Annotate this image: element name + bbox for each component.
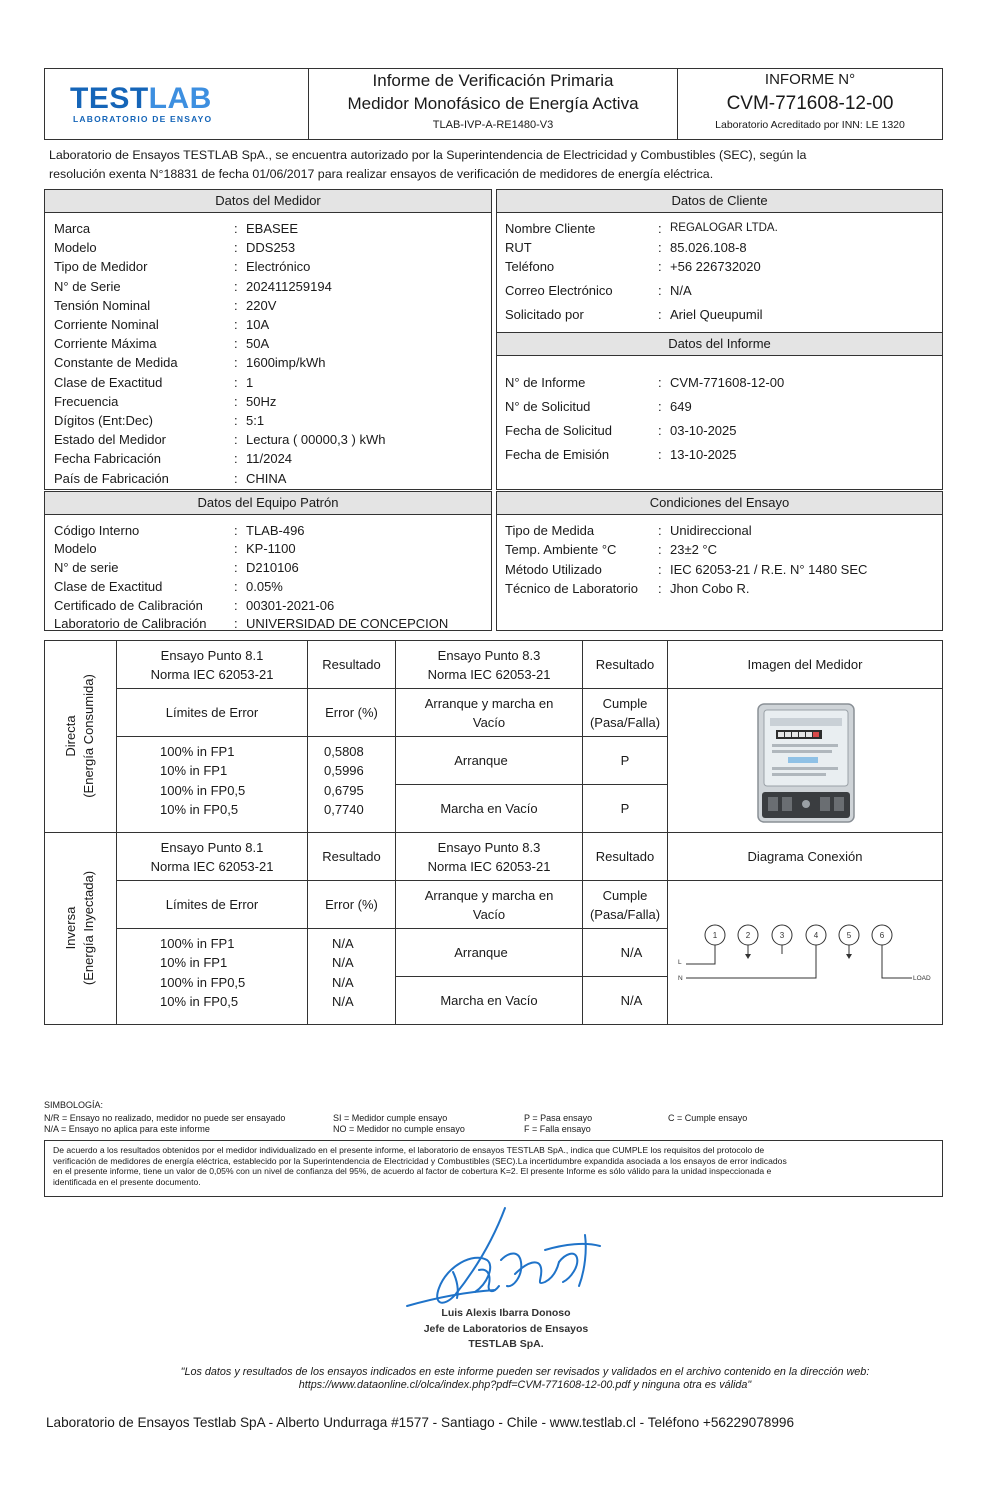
conditions-label: Técnico de Laboratorio [505,581,638,596]
meter-label: Tipo de Medidor [54,259,148,275]
standard-data-title: Datos del Equipo Patrón [45,492,491,515]
direct-h81-line2: Norma IEC 62053-21 [150,666,274,682]
connection-diagram-header: Diagrama Conexión [747,849,863,864]
inverse-header-result2: Resultado [595,849,655,864]
load-label: LOAD [913,975,931,982]
standard-value: 0.05% [246,578,283,594]
client-data-title: Datos de Cliente [497,190,942,213]
signatory-name: Luis Alexis Ibarra Donoso [441,1307,571,1319]
intro-text [49,146,806,184]
meter-label: País de Fabricación [54,470,169,486]
meter-value: 50A [246,336,270,352]
direct-test-points [160,742,245,819]
inverse-header-81 [117,833,307,880]
standard-row: Certificado de Calibración : 00301-2021-06 [54,597,335,613]
conditions-row: Temp. Ambiente °C : 23±2 °C [505,542,718,558]
symbology-no: NO = Medidor no cumple ensayo [333,1123,465,1134]
standard-label: Clase de Exactitud [54,578,163,594]
report-label: N° de Solicitud [505,399,591,414]
client-row: RUT : 85.026.108-8 [505,240,747,255]
meter-photo-graphic [752,700,860,826]
direct-limits-label: Límites de Error [165,705,259,720]
meter-row: Clase de Exactitud : 1 [54,374,254,390]
error-value: N/A [332,993,354,1009]
standard-label: Modelo [54,541,97,556]
client-label: RUT [505,240,532,255]
direct-h81-line1: Ensayo Punto 8.1 [160,647,264,663]
terminal-4: 4 [813,931,819,940]
direct-header-81 [117,641,307,688]
standard-value: KP-1100 [246,541,296,556]
line-label: L [678,959,682,966]
signatory-company: TESTLAB SpA. [468,1338,544,1350]
standard-value: UNIVERSIDAD DE CONCEPCION [246,616,449,631]
report-row: Fecha de Emisión : 13-10-2025 [505,447,737,462]
meter-row: Dígitos (Ent:Dec) : 5:1 [54,413,265,428]
report-label: Fecha de Emisión [505,447,610,462]
standard-label: Laboratorio de Calibración [54,616,207,631]
meter-row: Marca : EBASEE [54,221,299,236]
inverse-h81-line2: Norma IEC 62053-21 [150,858,274,874]
signatory-block [396,1306,616,1353]
direct-start-label: Arranque [454,753,508,768]
meter-label: Frecuencia [54,393,119,409]
terminal-1: 1 [712,931,718,940]
validation-line2: https://www.dataonline.cl/olca/index.php?pdf=CVM-771608-12-00.pdf y ninguna otra es válida" [298,1379,752,1391]
meter-value: CHINA [246,470,287,486]
accreditation: Laboratorio Acreditado por INN: LE 1320 [715,119,905,131]
conclusion-text [53,1145,787,1187]
testlab-logo [70,84,270,124]
symbology-col2 [333,1113,465,1134]
signature-graphic [395,1200,615,1320]
meter-label: Modelo [54,240,97,256]
client-label: Nombre Cliente [505,221,596,236]
direct-error-label: Error (%) [325,705,378,720]
client-label: Teléfono [505,259,555,274]
report-data-title: Datos del Informe [497,333,942,356]
standard-row: Clase de Exactitud : 0.05% [54,578,283,594]
conditions-row: Tipo de Medida : Unidireccional [505,523,752,538]
intro-line2: resolución exenta N°18831 de fecha 01/06/2017 para realizar ensayos de verificación de medidores de energía eléctrica. [49,167,714,181]
client-row: Solicitado por : Ariel Queupumil [505,307,763,322]
direct-header-result: Resultado [322,657,381,672]
error-value: N/A [332,955,354,971]
meter-row: Corriente Nominal : 10A [54,317,270,332]
meter-label: Tensión Nominal [54,297,151,313]
test-point: 10% in FP1 [160,763,228,779]
report-label: N° de Informe [505,375,586,390]
inverse-start-result: N/A [620,945,643,960]
inverse-h83-line1: Ensayo Punto 8.3 [437,839,541,855]
conditions-value: IEC 62053-21 / R.E. N° 1480 SEC [670,561,868,577]
direct-header-83 [396,641,582,688]
report-row: Fecha de Solicitud : 03-10-2025 [505,423,737,438]
symbology-p: P = Pasa ensayo [524,1113,593,1123]
validation-line1: "Los datos y resultados de los ensayos indicados en este informe pueden ser revisados y validados en el archivo contenido en la dirección web: [180,1366,870,1378]
client-value: +56 226732020 [670,259,761,274]
direct-start-run-line2: Vacío [472,714,506,730]
terminal-6: 6 [879,931,885,940]
terminal-2: 2 [745,931,751,940]
test-point: 10% in FP0,5 [160,801,239,817]
test-point: 100% in FP1 [160,936,235,951]
symbology-col1 [44,1113,285,1134]
inverse-start-run-line1: Arranque y marcha en [424,887,554,903]
direct-start-run-label [396,689,582,736]
client-row: Nombre Cliente : REGALOGAR LTDA. [505,221,778,236]
test-point: 100% in FP0,5 [160,782,246,798]
conditions-value: Unidireccional [670,523,752,538]
handwritten-signature [395,1200,615,1320]
test-point: 10% in FP0,5 [160,993,239,1009]
report-title [309,70,677,134]
meter-value: EBASEE [246,221,299,236]
connection-diagram-graphic [672,918,940,990]
inverse-start-run-label [396,881,582,928]
inverse-complies-line1: Cumple [602,887,648,903]
standard-label: Código Interno [54,523,140,538]
direct-side-title: Directa [63,715,78,757]
meter-row: Modelo : DDS253 [54,240,296,256]
validation-note [60,1366,987,1392]
error-value: 0,7740 [324,801,364,817]
report-label: INFORME N° [764,71,856,88]
meter-value: Electrónico [246,259,311,275]
direct-complies-line1: Cumple [602,695,648,711]
meter-row: Tipo de Medidor : Electrónico [54,259,311,275]
meter-label: Corriente Nominal [54,317,159,332]
symbology-nr: N/R = Ensayo no realizado, medidor no puede ser ensayado [44,1113,286,1123]
report-label: Fecha de Solicitud [505,423,612,438]
inverse-start-label: Arranque [454,945,508,960]
client-value: Ariel Queupumil [670,307,763,322]
neutral-label: N [678,975,683,982]
direct-h83-line2: Norma IEC 62053-21 [427,666,551,682]
meter-row: Tensión Nominal : 220V [54,297,277,313]
inverse-error-label: Error (%) [325,897,378,912]
meter-value: 11/2024 [246,451,293,467]
direct-start-result: P [620,753,630,768]
meter-row: N° de Serie : 202411259194 [54,278,332,294]
meter-label: N° de Serie [54,278,121,294]
title-line2: Medidor Monofásico de Energía Activa [347,94,639,113]
meter-row: Estado del Medidor : Lectura ( 00000,3 ) kWh [54,432,386,448]
terminal-3: 3 [779,931,785,940]
error-value: N/A [332,974,354,990]
standard-value: 00301-2021-06 [246,597,335,613]
error-value: N/A [332,936,354,951]
conditions-title: Condiciones del Ensayo [497,492,942,515]
error-value: 0,6795 [324,782,364,798]
logo-text-lab: LAB [148,82,212,115]
direct-side-label [62,656,98,816]
inverse-start-run-line2: Vacío [472,906,506,922]
client-label: Correo Electrónico [505,283,613,298]
terminal-5: 5 [846,931,852,940]
error-value: 0,5996 [324,763,364,779]
title-line1: Informe de Verificación Primaria [372,71,614,90]
standard-value: D210106 [246,559,299,575]
inverse-complies-label [583,881,667,928]
meter-label: Estado del Medidor [54,432,167,448]
direct-h83-line1: Ensayo Punto 8.3 [437,647,541,663]
standard-label: Certificado de Calibración [54,597,203,613]
report-row: N° de Informe : CVM-771608-12-00 [505,375,785,390]
meter-row: País de Fabricación : CHINA [54,470,287,486]
inverse-complies-line2: (Pasa/Falla) [589,906,661,922]
conditions-label: Método Utilizado [505,561,602,577]
inverse-side-subtitle: (Energía Inyectada) [81,870,96,986]
conclusion-line2: verificación de medidores de energía eléctrica, establecido por la Superintendencia de Electricidad y Combustibles (SEC).La incertidumbre expandida asociada a los ensayos de error indicados [53,1155,787,1166]
client-label: Solicitado por [505,307,584,322]
inverse-header-83 [396,833,582,880]
conditions-label: Temp. Ambiente °C [505,542,617,558]
test-point: 100% in FP1 [160,744,235,759]
meter-data-title: Datos del Medidor [45,190,491,213]
inverse-header-result: Resultado [322,849,381,864]
meter-row: Constante de Medida : 1600imp/kWh [54,355,326,371]
direct-noload-label: Marcha en Vacío [440,801,538,816]
inverse-h83-line2: Norma IEC 62053-21 [427,858,551,874]
meter-label: Dígitos (Ent:Dec) [54,413,153,428]
connection-diagram [672,918,940,990]
direct-header-result2: Resultado [595,657,655,672]
report-value: 03-10-2025 [670,423,737,438]
inverse-limits-label: Límites de Error [165,897,259,912]
error-value: 0,5808 [324,744,364,759]
inverse-error-values [332,934,354,1011]
meter-image-header: Imagen del Medidor [747,657,863,672]
conditions-label: Tipo de Medida [505,523,595,538]
conditions-value: 23±2 °C [670,542,718,558]
meter-value: 10A [246,317,270,332]
meter-label: Marca [54,221,91,236]
symbology-col3 [524,1113,592,1134]
meter-value: 5:1 [246,413,265,428]
symbology-title: SIMBOLOGÍA: [44,1100,104,1110]
client-value: N/A [670,283,692,298]
meter-row: Corriente Máxima : 50A [54,336,270,352]
meter-label: Fecha Fabricación [54,451,161,467]
client-row: Teléfono : +56 226732020 [505,259,761,274]
report-number-block [678,70,942,133]
symbology-na: N/A = Ensayo no aplica para este informe [44,1123,210,1134]
conclusion-line3: en el presente informe, tiene un valor de 0,05% con un nivel de confianza del 95%, de acuerdo al factor de cobertura K=2. El presente Informe es sólo válido para la unidad inspeccionada e [53,1166,772,1177]
meter-row: Fecha Fabricación : 11/2024 [54,451,293,467]
standard-row: N° de serie : D210106 [54,559,299,575]
conditions-value: Jhon Cobo R. [670,581,750,596]
report-row: N° de Solicitud : 649 [505,399,692,414]
doc-code: TLAB-IVP-A-RE1480-V3 [432,119,554,131]
footer-address: Laboratorio de Ensayos Testlab SpA - Alberto Undurraga #1577 - Santiago - Chile - www.testlab.cl - Teléfono +56229078996 [46,1415,795,1430]
meter-value: DDS253 [246,240,296,256]
symbology-si: SI = Medidor cumple ensayo [333,1113,448,1123]
direct-noload-result: P [620,801,630,816]
direct-start-run-line1: Arranque y marcha en [424,695,554,711]
direct-side-subtitle: (Energía Consumida) [81,674,96,798]
meter-value: 50Hz [246,393,277,409]
inverse-side-title: Inversa [63,906,78,950]
symbology-f: F = Falla ensayo [524,1123,591,1134]
report-value: CVM-771608-12-00 [670,375,785,390]
inverse-side-label [62,848,98,1008]
direct-complies-label [583,689,667,736]
conditions-row: Técnico de Laboratorio : Jhon Cobo R. [505,581,750,596]
inverse-test-points [160,934,245,1011]
standard-label: N° de serie [54,559,119,575]
conclusion-line4: identificada en el presente documento. [53,1176,201,1187]
meter-value: 202411259194 [246,278,332,294]
report-value: 13-10-2025 [670,447,737,462]
inverse-noload-result: N/A [620,993,643,1008]
logo-subtitle: LABORATORIO DE ENSAYO [73,114,213,124]
client-value: 85.026.108-8 [670,240,747,255]
standard-row: Modelo : KP-1100 [54,541,296,556]
client-row: Correo Electrónico : N/A [505,283,692,298]
report-value: 649 [670,399,692,414]
symbology-col4 [668,1113,747,1124]
inverse-noload-label: Marcha en Vacío [440,993,538,1008]
test-point: 10% in FP1 [160,955,228,971]
conditions-row: Método Utilizado : IEC 62053-21 / R.E. N° 1480 SEC [505,561,868,577]
logo-text-test: TEST [70,82,149,115]
direct-complies-line2: (Pasa/Falla) [589,714,661,730]
standard-value: TLAB-496 [246,523,305,538]
intro-line1: Laboratorio de Ensayos TESTLAB SpA., se encuentra autorizado por la Superintendencia de Electricidad y Combustibles (SEC), según la [49,148,807,162]
meter-row: Frecuencia : 50Hz [54,393,277,409]
meter-label: Corriente Máxima [54,336,157,352]
meter-value: Lectura ( 00000,3 ) kWh [246,432,386,448]
signatory-role: Jefe de Laboratorios de Ensayos [423,1322,589,1335]
standard-row: Código Interno : TLAB-496 [54,523,305,538]
report-number: CVM-771608-12-00 [726,93,894,114]
meter-label: Clase de Exactitud [54,374,163,390]
meter-label: Constante de Medida [54,355,178,371]
standard-row: Laboratorio de Calibración : UNIVERSIDAD DE CONCEPCION [54,616,449,631]
conclusion-line1: De acuerdo a los resultados obtenidos por el medidor individualizado en el presente informe, el laboratorio de ensayos TESTLAB SpA., indica que CUMPLE los requisitos del protocolo de [53,1145,765,1155]
client-value: REGALOGAR LTDA. [670,222,778,234]
meter-value: 220V [246,297,277,313]
test-point: 100% in FP0,5 [160,974,246,990]
meter-value: 1600imp/kWh [246,355,326,371]
meter-photo [752,700,860,826]
symbology-c: C = Cumple ensayo [668,1113,748,1123]
meter-value: 1 [246,374,254,390]
inverse-h81-line1: Ensayo Punto 8.1 [160,839,264,855]
direct-error-values [324,742,364,819]
